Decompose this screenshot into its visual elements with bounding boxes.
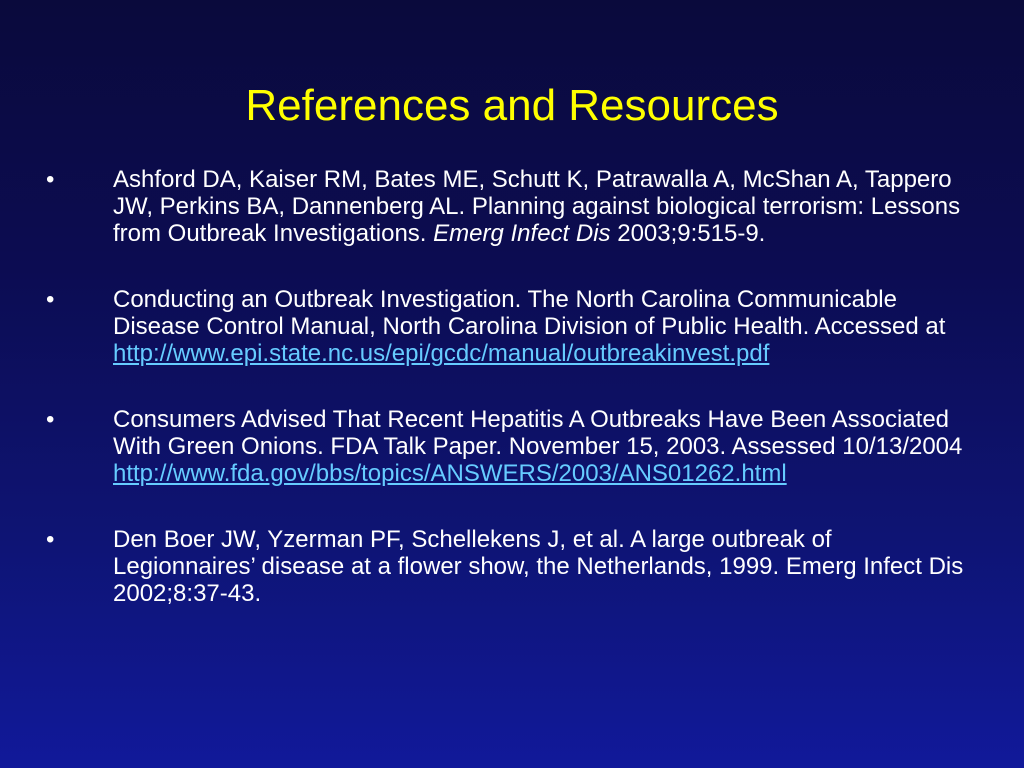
reference-citation: 2003;9:515-9.	[610, 220, 766, 247]
bullet: •	[46, 406, 55, 433]
reference-item-1	[0, 166, 1024, 247]
reference-item-3	[0, 406, 1024, 487]
bullet: •	[46, 526, 55, 553]
bullet: •	[46, 166, 55, 193]
reference-text: Den Boer JW, Yzerman PF, Schellekens J, et al. A large outbreak of Legionnaires’ disease at a flower show, the Netherlands, 1999. Emerg Infect Dis 2002;8:37-43.	[113, 526, 964, 607]
reference-item-4	[0, 526, 1024, 607]
reference-text: Ashford DA, Kaiser RM, Bates ME, Schutt K, Patrawalla A, McShan A, Tappero JW, Perkins BA, Dannenberg AL. Planning against biological terrorism: Lessons from Outbreak Investigations.	[113, 166, 961, 247]
journal-name: Emerg Infect Dis	[433, 220, 611, 247]
reference-list	[0, 166, 1024, 646]
reference-text: Conducting an Outbreak Investigation. The North Carolina Communicable Disease Control Manual, North Carolina Division of Public Health. Accessed at	[113, 286, 946, 340]
reference-text: Consumers Advised That Recent Hepatitis A Outbreaks Have Been Associated With Green Onions. FDA Talk Paper. November 15, 2003. Assessed 10/13/2004	[113, 406, 963, 460]
slide-title: References and Resources	[245, 81, 779, 130]
reference-link[interactable]: http://www.fda.gov/bbs/topics/ANSWERS/2003/ANS01262.html	[113, 460, 787, 487]
reference-item-2	[0, 286, 1024, 367]
bullet: •	[46, 286, 55, 313]
reference-link[interactable]: http://www.epi.state.nc.us/epi/gcdc/manual/outbreakinvest.pdf	[113, 340, 770, 367]
